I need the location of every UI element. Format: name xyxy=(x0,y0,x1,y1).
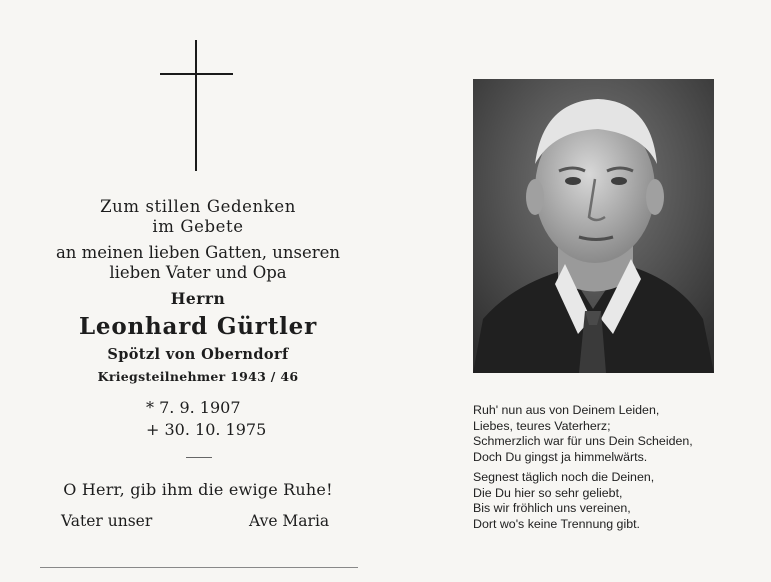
deceased-name: Leonhard Gürtler xyxy=(78,313,318,340)
divider xyxy=(186,457,212,458)
poem-line: Doch Du gingst ja himmelwärts. xyxy=(473,449,648,464)
poem-line: Die Du hier so sehr geliebt, xyxy=(473,485,623,500)
title: Herrn xyxy=(170,289,226,308)
poem-line: Segnest täglich noch die Deinen, xyxy=(473,470,655,484)
printer-imprint xyxy=(60,569,340,579)
poem-line: Liebes, teures Vaterherz; xyxy=(473,418,611,433)
prayer-ave-maria: Ave Maria xyxy=(249,512,330,530)
poem-line: Dort wo's keine Trennung gibt. xyxy=(473,516,640,531)
poem xyxy=(473,403,693,532)
prayer-line: O Herr, gib ihm die ewige Ruhe! xyxy=(63,480,333,499)
cross-icon-bar xyxy=(160,73,233,75)
bottom-rule xyxy=(40,567,358,568)
prayer-vater-unser: Vater unser xyxy=(61,512,153,530)
poem-line: Schmerzlich war für uns Dein Scheiden, xyxy=(473,434,693,448)
poem-line: Ruh' nun aus von Deinem Leiden, xyxy=(473,403,660,417)
birth-date: * 7. 9. 1907 xyxy=(146,398,241,417)
heading-line-2: im Gebete xyxy=(152,217,244,236)
dedication-line-2: lieben Vater und Opa xyxy=(109,263,287,282)
heading-line-1: Zum stillen Gedenken xyxy=(100,197,296,216)
portrait-photo xyxy=(473,79,714,373)
cross-icon xyxy=(195,40,197,171)
origin: Spötzl von Oberndorf xyxy=(107,346,289,363)
death-date: + 30. 10. 1975 xyxy=(146,420,267,439)
war-service-note: Kriegsteilnehmer 1943 / 46 xyxy=(97,369,299,384)
dedication-line-1: an meinen lieben Gatten, unseren xyxy=(55,243,341,262)
poem-line: Bis wir fröhlich uns vereinen, xyxy=(473,501,631,515)
